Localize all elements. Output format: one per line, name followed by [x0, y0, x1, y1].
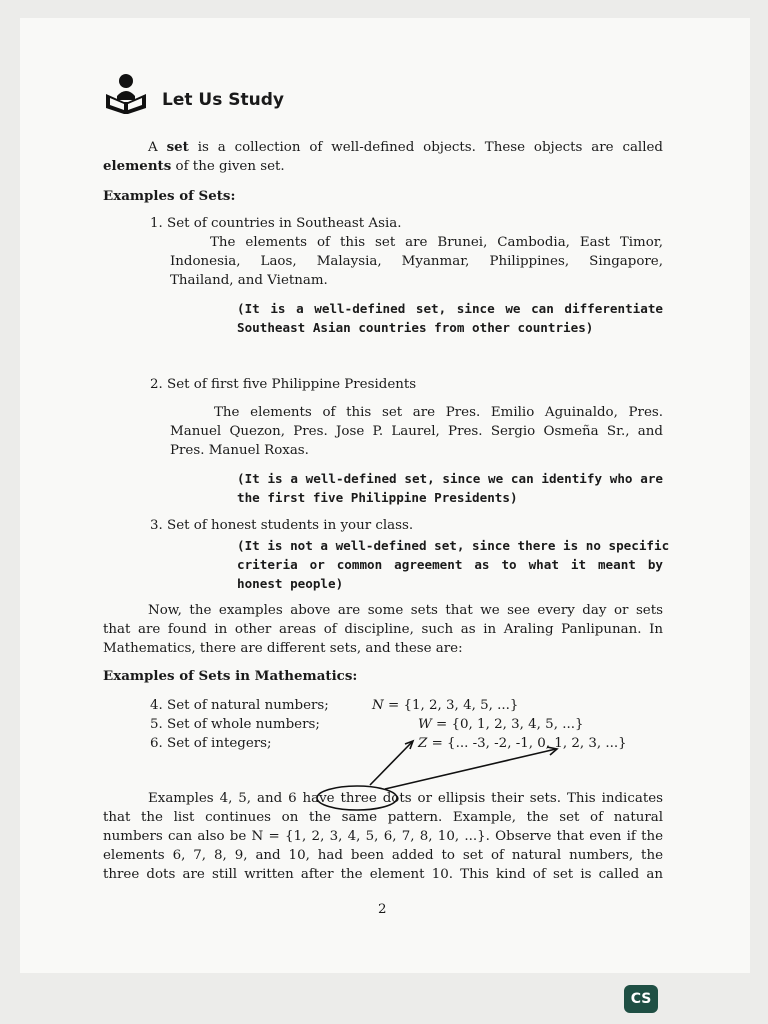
section-title: Let Us Study: [162, 90, 284, 110]
math-item-set: Z = {... -3, -2, -1, 0, 1, 2, 3, ...}: [418, 736, 627, 751]
paragraph-line: numbers can also be N = {1, 2, 3, 4, 5, 6, 7, 8, 10, ...}. Observe that even if the: [103, 829, 663, 844]
example-1-note: Southeast Asian countries from other countries): [237, 320, 594, 335]
example-1-line: Thailand, and Vietnam.: [170, 273, 328, 288]
example-2-note: the first five Philippine Presidents): [237, 490, 518, 505]
example-2-line: The elements of this set are Pres. Emilio Aguinaldo, Pres.: [214, 405, 663, 420]
example-1-line: Indonesia, Laos, Malaysia, Myanmar, Philippines, Singapore,: [170, 254, 663, 269]
example-2-label: 2. Set of first five Philippine Presidents: [150, 377, 417, 392]
intro-line-2: elements of the given set.: [103, 158, 285, 174]
paragraph-line: Examples 4, 5, and 6 have three dots or ellipsis their sets. This indicates: [148, 791, 663, 806]
math-item-label: 5. Set of whole numbers;: [150, 717, 320, 732]
example-2-note: (It is a well-defined set, since we can identify who are: [237, 471, 663, 486]
paragraph-line: that the list continues on the same pattern. Example, the set of natural: [103, 810, 663, 825]
student-reading-icon: [104, 72, 148, 116]
intro-line-1: A set is a collection of well-defined objects. These objects are called: [148, 139, 663, 155]
example-2-line: Pres. Manuel Roxas.: [170, 443, 309, 458]
example-1-line: The elements of this set are Brunei, Cambodia, East Timor,: [210, 235, 663, 250]
math-item-label: 4. Set of natural numbers;: [150, 698, 329, 713]
camscanner-badge: CS: [624, 985, 658, 1013]
paragraph-line: Now, the examples above are some sets that we see every day or sets: [148, 603, 663, 618]
paragraph-line: that are found in other areas of discipline, such as in Araling Panlipunan. In: [103, 622, 663, 637]
example-3-note: honest people): [237, 576, 344, 591]
examples-heading: Examples of Sets:: [103, 188, 236, 204]
example-3-note: criteria or common agreement as to what it meant by: [237, 557, 663, 572]
example-1-label: 1. Set of countries in Southeast Asia.: [150, 216, 402, 231]
example-2-line: Manuel Quezon, Pres. Jose P. Laurel, Pres. Sergio Osmeña Sr., and: [170, 424, 663, 439]
page-number: 2: [378, 902, 387, 917]
math-item-set: N = {1, 2, 3, 4, 5, ...}: [372, 698, 519, 713]
example-3-label: 3. Set of honest students in your class.: [150, 518, 414, 533]
paragraph-line: elements 6, 7, 8, 9, and 10, had been added to set of natural numbers, the: [103, 848, 663, 863]
example-1-note: (It is a well-defined set, since we can differentiate: [237, 301, 663, 316]
math-item-label: 6. Set of integers;: [150, 736, 272, 751]
example-3-note: (It is not a well-defined set, since there is no specific: [237, 538, 670, 553]
math-item-set: W = {0, 1, 2, 3, 4, 5, ...}: [418, 717, 584, 732]
paragraph-line: three dots are still written after the element 10. This kind of set is called an: [103, 867, 663, 882]
paragraph-line: Mathematics, there are different sets, and these are:: [103, 641, 463, 656]
math-examples-heading: Examples of Sets in Mathematics:: [103, 668, 358, 684]
